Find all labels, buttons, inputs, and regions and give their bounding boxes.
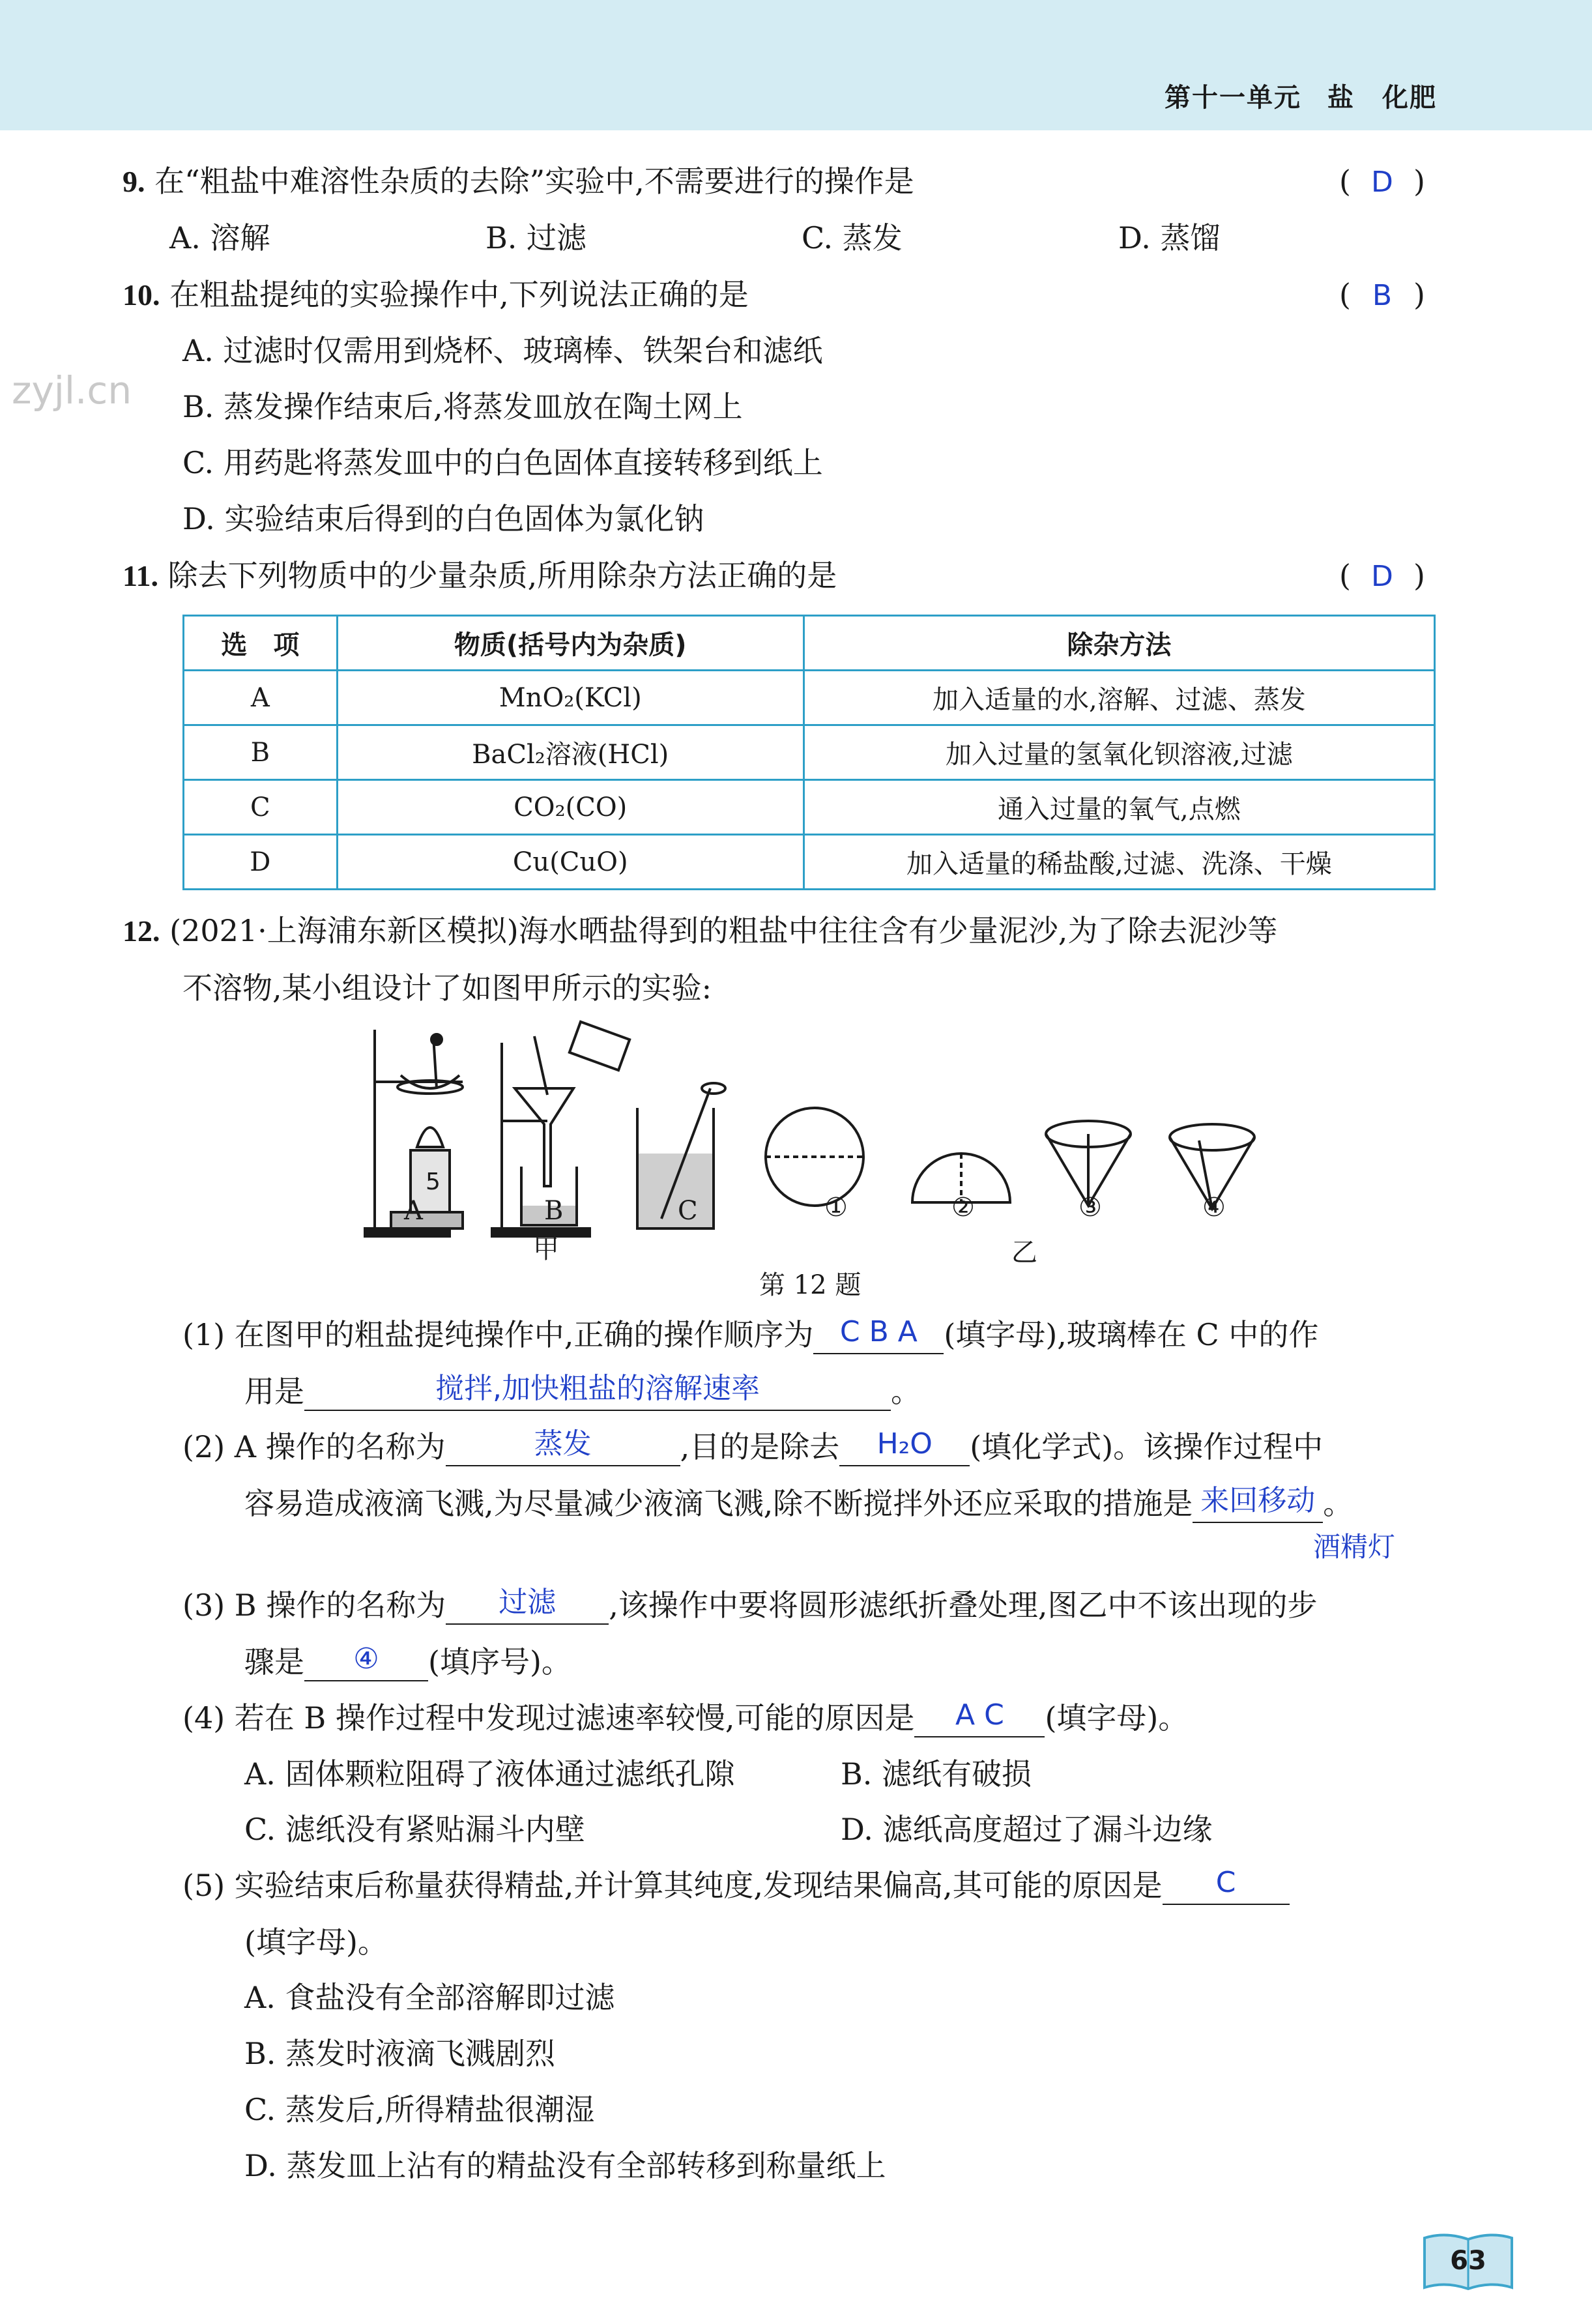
fig-label-1: ① [824,1193,848,1223]
q11-stem: 除去下列物质中的少量杂质,所用除杂方法正确的是 [167,558,837,593]
q11-stem-line [123,556,837,596]
q12-p4-text-b: (填字母)。 [1045,1700,1189,1736]
q12-p5-text-b: (填字母)。 [244,1925,388,1960]
q12-p2-text-c: (填化学式)。该操作过程中 [970,1429,1324,1464]
q12-p2-line2 [244,1484,1353,1523]
table-cell: CO₂(CO) [337,780,803,835]
table-cell: B [184,725,338,780]
table-row [184,780,1435,835]
q12-p1-answer1: C B A [839,1315,918,1348]
q10-option-a: A. 过滤时仅需用到烧杯、玻璃棒、铁架台和滤纸 [182,333,823,368]
q12-p2-text-a: (2) A 操作的名称为 [182,1429,446,1464]
q11-header-substance: 物质(括号内为杂质) [337,616,803,671]
q10-option-b: B. 蒸发操作结束后,将蒸发皿放在陶土网上 [182,389,743,424]
fig-label-3: ③ [1078,1193,1102,1223]
table-cell: 加入适量的水,溶解、过滤、蒸发 [803,671,1434,725]
table-cell: MnO₂(KCl) [337,671,803,725]
q9-option-d: D. 蒸馏 [1118,220,1221,255]
q12-p5-answer1: C [1215,1866,1236,1899]
page-number-badge [1419,2230,1517,2295]
q9-option-a: A. 溶解 [169,220,270,255]
fig-label-jia: 甲 [533,1234,559,1264]
q9-stem-line [123,162,914,201]
q12-p1-answer2: 搅拌,加快粗盐的溶解速率 [435,1372,760,1405]
table-cell: D [184,835,338,890]
unit-name: 第十一单元 [1165,83,1301,113]
q12-p3-answer2: ④ [353,1642,379,1676]
fig-label-b: B [544,1196,564,1226]
table-cell: 通入过量的氧气,点燃 [803,780,1434,835]
table-row [184,835,1435,890]
q12-p5-option-a: A. 食盐没有全部溶解即过滤 [244,1980,615,2015]
q11-answer: D [1371,560,1393,593]
q11-table-header-row [184,616,1435,671]
q12-p5-blank1[interactable] [1163,1868,1290,1905]
q12-p4-line1 [182,1698,1188,1737]
q12-p2-blank1[interactable] [446,1427,680,1466]
q12-stem-line1 [123,911,1277,951]
q9-number: 9. [123,165,145,198]
unit-title [1165,77,1437,114]
q12-p3-line1 [182,1586,1317,1625]
q12-p3-line2 [244,1642,572,1681]
q10-option-d: D. 实验结束后得到的白色固体为氯化钠 [182,501,704,536]
fig-label-c: C [678,1196,698,1226]
q9-answer-paren: ( D ) [1339,162,1425,202]
fig-label-2: ② [951,1193,975,1223]
q11-number: 11. [123,559,158,592]
table-cell: C [184,780,338,835]
q11-header-method: 除杂方法 [803,616,1434,671]
q12-p2-answer1: 蒸发 [534,1427,592,1460]
q12-p4-text-a: (4) 若在 B 操作过程中发现过滤速率较慢,可能的原因是 [182,1700,915,1736]
q12-p2-text-b: ,目的是除去 [680,1429,840,1464]
q12-p4-answer1: A C [955,1698,1004,1732]
q12-p5-option-c: C. 蒸发后,所得精盐很潮湿 [244,2092,595,2127]
q12-p5-line1 [182,1866,1290,1905]
fig-label-4: ④ [1202,1193,1226,1223]
q12-p1-blank1[interactable] [813,1315,944,1354]
q12-p1-line2 [244,1372,921,1411]
q12-p1-text-c: 用是 [244,1374,304,1409]
q12-p1-text-b: (填字母),玻璃棒在 C 中的作 [944,1317,1319,1352]
svg-text:5: 5 [426,1169,441,1195]
fig-label-a: A [404,1196,423,1226]
table-row [184,725,1435,780]
q10-stem: 在粗盐提纯的实验操作中,下列说法正确的是 [169,277,749,312]
q12-figure [352,1017,1297,1264]
q12-p3-text-a: (3) B 操作的名称为 [182,1588,446,1623]
q12-p2-answer3a: 来回移动 [1200,1484,1316,1517]
q10-answer: B [1372,279,1393,312]
q12-p4-option-c: C. 滤纸没有紧贴漏斗内壁 [244,1812,585,1847]
q12-p4-option-a: A. 固体颗粒阻碍了液体通过滤纸孔隙 [244,1756,735,1792]
q12-p4-blank1[interactable] [914,1698,1045,1737]
q12-p3-text-d: (填序号)。 [428,1644,572,1679]
q12-p2-blank2[interactable] [839,1427,970,1466]
q12-p4-option-d: D. 滤纸高度超过了漏斗边缘 [841,1812,1213,1847]
page-number: 63 [1450,2246,1486,2276]
q10-stem-line [123,275,749,315]
q9-option-c: C. 蒸发 [802,220,903,255]
q12-p2-answer2: H₂O [876,1427,933,1460]
q11-table [182,615,1436,890]
unit-topic: 盐 化肥 [1327,83,1437,113]
q11-header-option: 选 项 [184,616,338,671]
table-cell: 加入过量的氢氧化钡溶液,过滤 [803,725,1434,780]
q12-p3-blank1[interactable] [446,1588,609,1625]
q12-p2-answer3b: 酒精灯 [1313,1531,1396,1563]
table-cell: BaCl₂溶液(HCl) [337,725,803,780]
q12-p3-blank2[interactable] [304,1642,428,1681]
fig-label-yi: 乙 [1011,1238,1037,1268]
q12-p2-line1 [182,1427,1323,1466]
q9-answer: D [1371,166,1393,199]
q12-p4-option-b: B. 滤纸有破损 [841,1756,1032,1792]
q10-option-c: C. 用药匙将蒸发皿中的白色固体直接转移到纸上 [182,445,823,480]
q12-stem1: (2021·上海浦东新区模拟)海水晒盐得到的粗盐中往往含有少量泥沙,为了除去泥沙等 [169,913,1278,948]
q12-p1-blank2[interactable] [304,1374,891,1411]
q12-p5-option-b: B. 蒸发时液滴飞溅剧烈 [244,2036,556,2071]
table-cell: A [184,671,338,725]
q12-p1-text-d: 。 [891,1374,921,1409]
q12-p3-text-b: ,该操作中要将圆形滤纸折叠处理,图乙中不该出现的步 [609,1588,1318,1623]
q12-p2-text-d: 容易造成液滴飞溅,为尽量减少液滴飞溅,除不断搅拌外还应采取的措施是 [244,1486,1193,1521]
q11-answer-paren: ( D ) [1339,556,1425,596]
q9-option-b: B. 过滤 [485,220,587,255]
q12-p5-text-a: (5) 实验结束后称量获得精盐,并计算其纯度,发现结果偏高,其可能的原因是 [182,1868,1163,1903]
table-cell: 加入适量的稀盐酸,过滤、洗涤、干燥 [803,835,1434,890]
q10-answer-paren: ( B ) [1339,275,1425,315]
q12-p3-answer1: 过滤 [499,1586,557,1619]
q12-p2-text-e: 。 [1323,1486,1353,1521]
q12-p1-text-a: (1) 在图甲的粗盐提纯操作中,正确的操作顺序为 [182,1317,814,1352]
q10-number: 10. [123,278,160,312]
figure-caption: 第 12 题 [759,1270,861,1300]
q9-stem: 在“粗盐中难溶性杂质的去除”实验中,不需要进行的操作是 [154,164,914,199]
watermark: zyjl.cn [12,368,132,413]
q12-p5-option-d: D. 蒸发皿上沾有的精盐没有全部转移到称量纸上 [244,2148,886,2183]
q12-p1-line1 [182,1315,1318,1354]
table-row [184,671,1435,725]
q12-p2-blank3[interactable] [1193,1484,1323,1523]
q12-p3-text-c: 骤是 [244,1644,304,1679]
q12-number: 12. [123,914,160,948]
table-cell: Cu(CuO) [337,835,803,890]
q12-stem2: 不溶物,某小组设计了如图甲所示的实验: [182,970,712,1006]
